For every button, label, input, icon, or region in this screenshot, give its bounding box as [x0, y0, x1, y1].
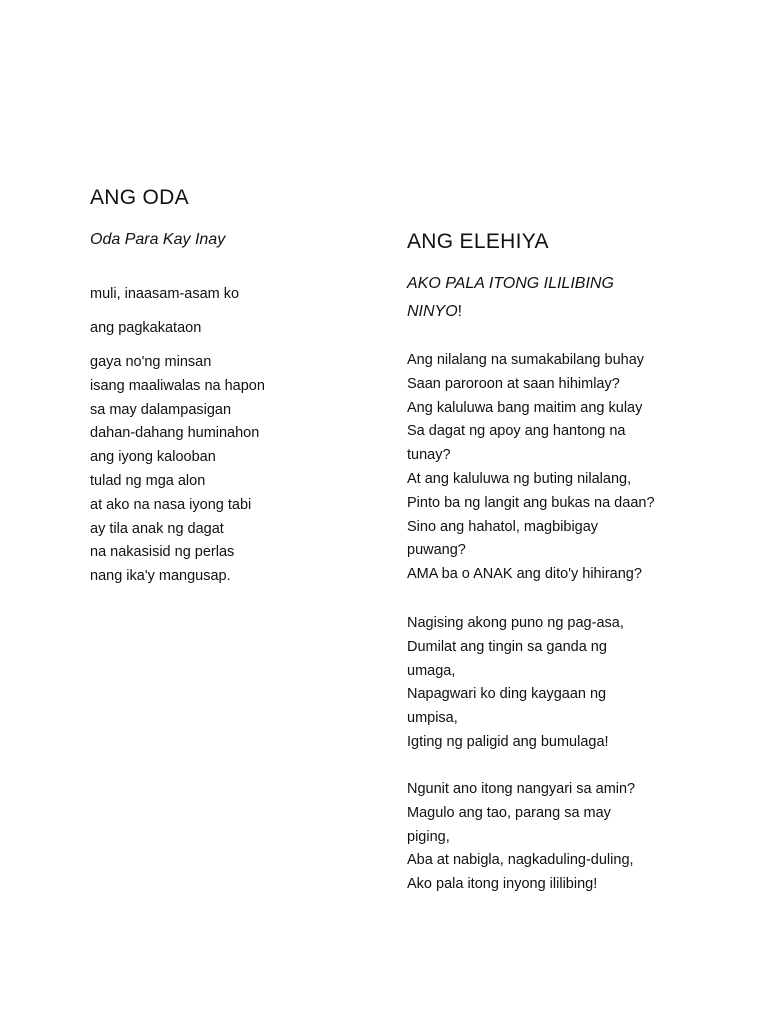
oda-verse: [90, 351, 370, 589]
verse-line: piging,: [407, 828, 450, 845]
verse-line: at ako na nasa iyong tabi: [90, 496, 252, 513]
verse-line: Ang nilalang na sumakabilang buhay: [407, 352, 645, 368]
verse-line: puwang?: [407, 542, 466, 559]
verse-line: Sa dagat ng apoy ang hantong na: [407, 423, 626, 440]
elehiya-subtitle-line-2: NINYO: [407, 303, 458, 320]
verse-line: tulad ng mga alon: [90, 472, 206, 489]
verse-line: umpisa,: [407, 710, 458, 727]
verse-line: Nagising akong puno ng pag-asa,: [407, 615, 624, 631]
verse-line: Magulo ang tao, parang sa may: [407, 804, 611, 821]
verse-line: nang ika'y mangusap.: [90, 568, 231, 585]
verse-line: isang maaliwalas na hapon: [90, 377, 265, 394]
verse-line: gaya no'ng minsan: [90, 354, 212, 370]
verse-line: Sino ang hahatol, magbibigay: [407, 518, 599, 535]
verse-line: Pinto ba ng langit ang bukas na daan?: [407, 494, 655, 511]
verse-line: sa may dalampasigan: [90, 401, 232, 418]
oda-intro-line-1: muli, inaasam-asam ko: [90, 286, 240, 302]
elehiya-subtitle-punct: !: [457, 303, 463, 320]
verse-line: umaga,: [407, 662, 456, 679]
elehiya-stanza-1: [407, 349, 707, 587]
oda-subtitle: Oda Para Kay Inay: [90, 231, 226, 248]
verse-line: AMA ba o ANAK ang dito'y hihirang?: [407, 566, 642, 583]
oda-intro-line-2: ang pagkakataon: [90, 320, 202, 336]
elehiya-title: ANG ELEHIYA: [407, 230, 549, 253]
oda-title: ANG ODA: [90, 186, 189, 209]
verse-line: dahan-dahang huminahon: [90, 425, 260, 442]
elehiya-subtitle: [407, 270, 614, 326]
verse-line: tunay?: [407, 447, 451, 464]
verse-line: Ako pala itong inyong ililibing!: [407, 876, 598, 893]
verse-line: At ang kaluluwa ng buting nilalang,: [407, 470, 632, 487]
verse-line: Ngunit ano itong nangyari sa amin?: [407, 781, 636, 797]
elehiya-stanza-3: [407, 778, 707, 897]
verse-line: na nakasisid ng perlas: [90, 544, 235, 561]
verse-line: Ang kaluluwa bang maitim ang kulay: [407, 399, 643, 416]
elehiya-stanza-2: [407, 612, 707, 755]
verse-line: Aba at nabigla, nagkaduling-duling,: [407, 852, 634, 869]
verse-line: Saan paroroon at saan hihimlay?: [407, 375, 620, 392]
verse-line: Dumilat ang tingin sa ganda ng: [407, 638, 607, 655]
elehiya-subtitle-line-1: AKO PALA ITONG ILILIBING: [407, 275, 614, 292]
verse-line: Napagwari ko ding kaygaan ng: [407, 686, 607, 703]
verse-line: ay tila anak ng dagat: [90, 520, 224, 537]
verse-line: Igting ng paligid ang bumulaga!: [407, 733, 609, 750]
verse-line: ang iyong kalooban: [90, 449, 216, 466]
